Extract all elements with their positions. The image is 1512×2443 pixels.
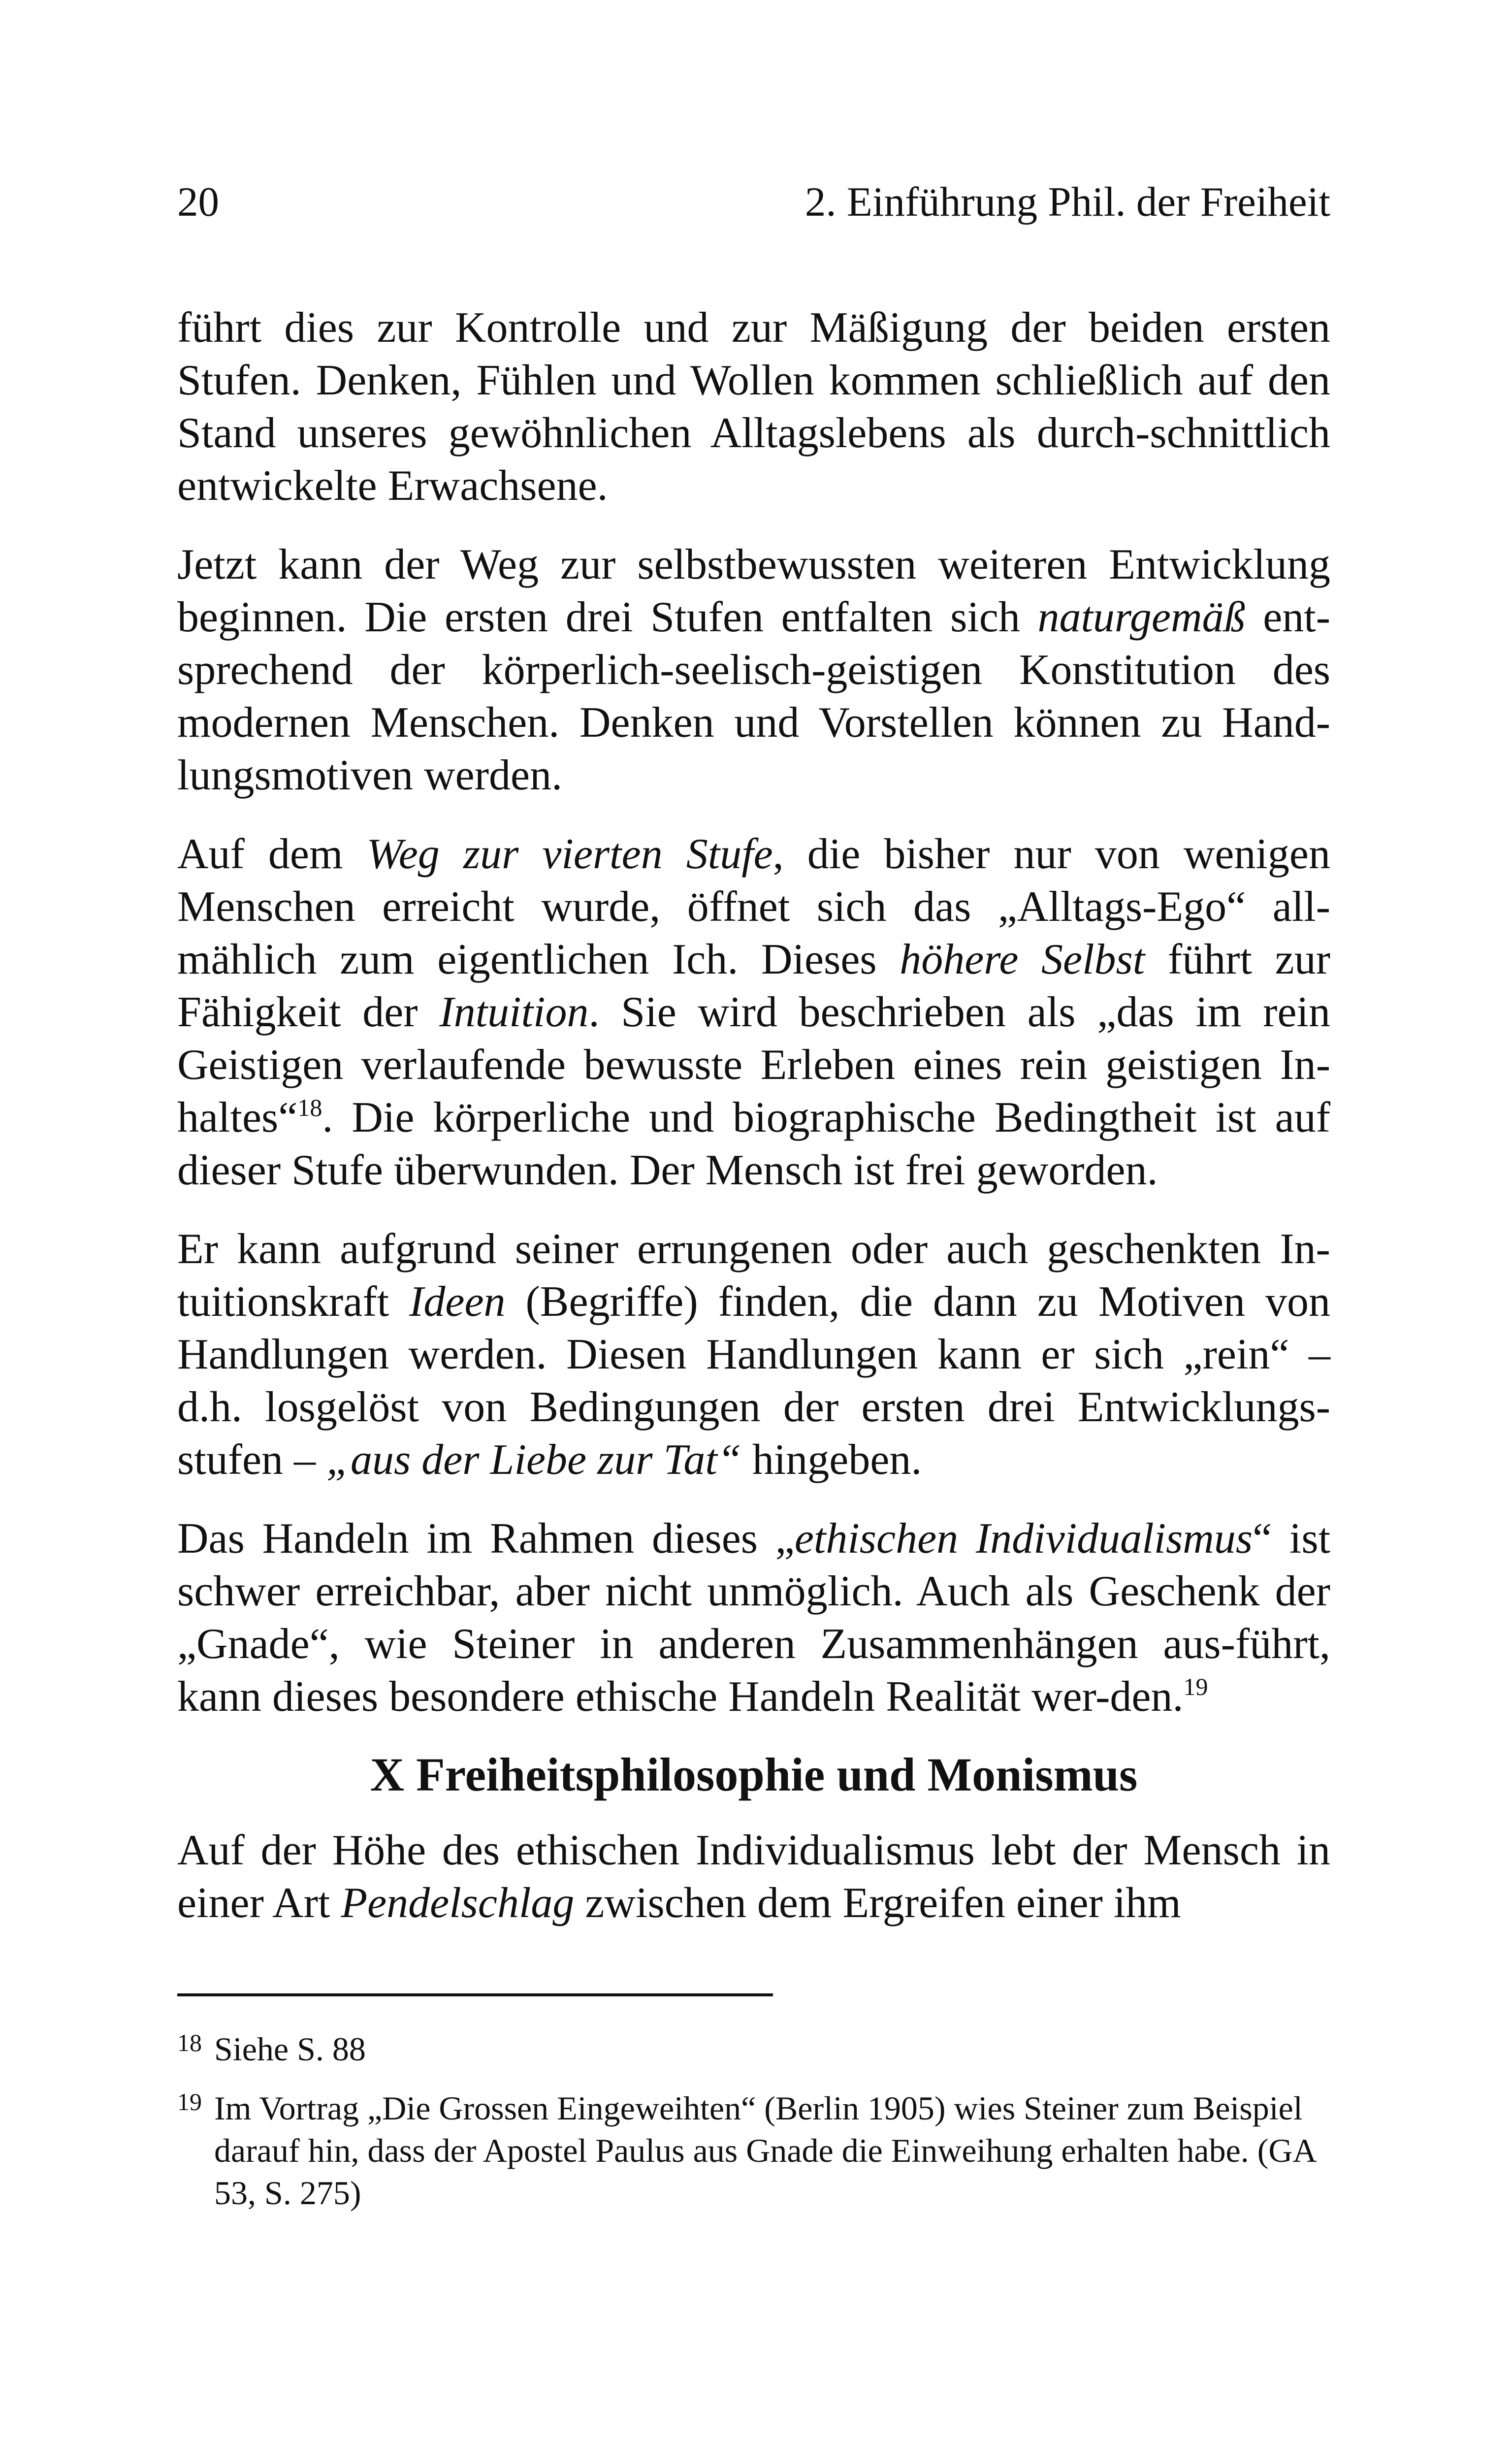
page-header: [177, 175, 1330, 239]
paragraph-6: [177, 1824, 1330, 1929]
paragraph-4-text-c: hingeben.: [741, 1436, 922, 1484]
paragraph-4: [177, 1223, 1330, 1486]
paragraph-2-text-a: Jetzt kann der Weg zur selbstbewussten weiteren Entwicklung beginnen. Die ersten drei Stufen entfalten sich: [177, 541, 1330, 641]
footnote-text: Siehe S. 88: [214, 2030, 366, 2068]
footnotes: [177, 2028, 1330, 2231]
paragraph-3: [177, 828, 1330, 1197]
page-number: 20: [177, 179, 219, 225]
footnote-ref-19[interactable]: 19: [1183, 1673, 1208, 1700]
paragraph-2-italic-1: naturgemäß: [1037, 593, 1246, 641]
footnote-text: Im Vortrag „Die Grossen Eingeweihten“ (Berlin 1905) wies Steiner zum Beispiel darauf hin, dass der Apostel Paulus aus Gnade die Einweihung erhalten habe. (GA 53, S. 275): [214, 2089, 1315, 2212]
paragraph-3-text-e: . Die körperliche und biographische Bedingtheit ist auf dieser Stufe überwunden. Der Mensch ist frei geworden.: [177, 1094, 1330, 1194]
paragraph-4-italic-2: „aus der Liebe zur Tat“: [326, 1436, 741, 1484]
paragraph-6-italic-1: Pendelschlag: [341, 1879, 575, 1927]
footnote-19: [177, 2087, 1330, 2214]
footnote-18: [177, 2028, 1330, 2070]
paragraph-3-italic-2: höhere Selbst: [900, 936, 1145, 983]
footnote-number: 18: [177, 2029, 202, 2056]
body-text: [177, 301, 1330, 1929]
paragraph-2: [177, 538, 1330, 802]
paragraph-3-italic-3: Intuition: [439, 988, 589, 1036]
section-heading: X Freiheitsphilosophie und Monismus: [370, 1748, 1138, 1801]
paragraph-3-text-c: führt zur Fähigkeit der: [177, 936, 1330, 1036]
paragraph-3-text-a: Auf dem: [177, 830, 367, 878]
footnote-number: 19: [177, 2088, 202, 2116]
paragraph-3-text-d: . Sie wird beschrieben als „das im rein Geistigen verlaufende bewusste Erleben eines rein geistigen In-haltes“: [177, 988, 1330, 1141]
paragraph-2-text-b: ent-sprechend der körperlich-seelisch-geistigen Konstitution des modernen Menschen. Denken und Vorstellen können zu Hand-lungsmotiven werden.: [177, 593, 1330, 799]
paragraph-4-text-b: (Begriffe) finden, die dann zu Motiven von Handlungen werden. Diesen Handlungen kann er sich „rein“ – d.h. losgelöst von Bedingungen der ersten drei Entwicklungs-stufen –: [177, 1278, 1330, 1484]
paragraph-5-text-a: Das Handeln im Rahmen dieses „: [177, 1515, 795, 1563]
paragraph-4-text-a: Er kann aufgrund seiner errungenen oder auch geschenkten In-tuitionskraft: [177, 1225, 1330, 1326]
paragraph-4-italic-1: Ideen: [409, 1278, 506, 1326]
paragraph-1: [177, 301, 1330, 512]
paragraph-5: [177, 1512, 1330, 1723]
running-title: 2. Einführung Phil. der Freiheit: [804, 179, 1330, 225]
paragraph-6-text-b: zwischen dem Ergreifen einer ihm: [574, 1879, 1181, 1927]
paragraph-5-italic-1: ethischen Individualismus: [794, 1515, 1253, 1563]
paragraph-6-text-a: Auf der Höhe des ethischen Individualismus lebt der Mensch in einer Art: [177, 1826, 1330, 1927]
footnote-divider: [177, 1993, 773, 1996]
paragraph-3-text-b: , die bisher nur von wenigen Menschen erreicht wurde, öffnet sich das „Alltags-Ego“ all-mählich zum eigentlichen Ich. Dieses: [177, 830, 1330, 983]
paragraph-3-italic-1: Weg zur vierten Stufe: [366, 830, 773, 878]
paragraph-5-text-b: “ ist schwer erreichbar, aber nicht unmöglich. Auch als Geschenk der „Gnade“, wie Steiner in anderen Zusammenhängen aus-führt, kann dieses besondere ethische Handeln Realität wer-den.: [177, 1515, 1331, 1721]
paragraph-1-text: führt dies zur Kontrolle und zur Mäßigung der beiden ersten Stufen. Denken, Fühlen und Wollen kommen schließlich auf den Stand unseres gewöhnlichen Alltagslebens als durch-schnittlich entwickelte Erwachsene.: [177, 304, 1330, 510]
footnote-ref-18[interactable]: 18: [297, 1094, 322, 1121]
